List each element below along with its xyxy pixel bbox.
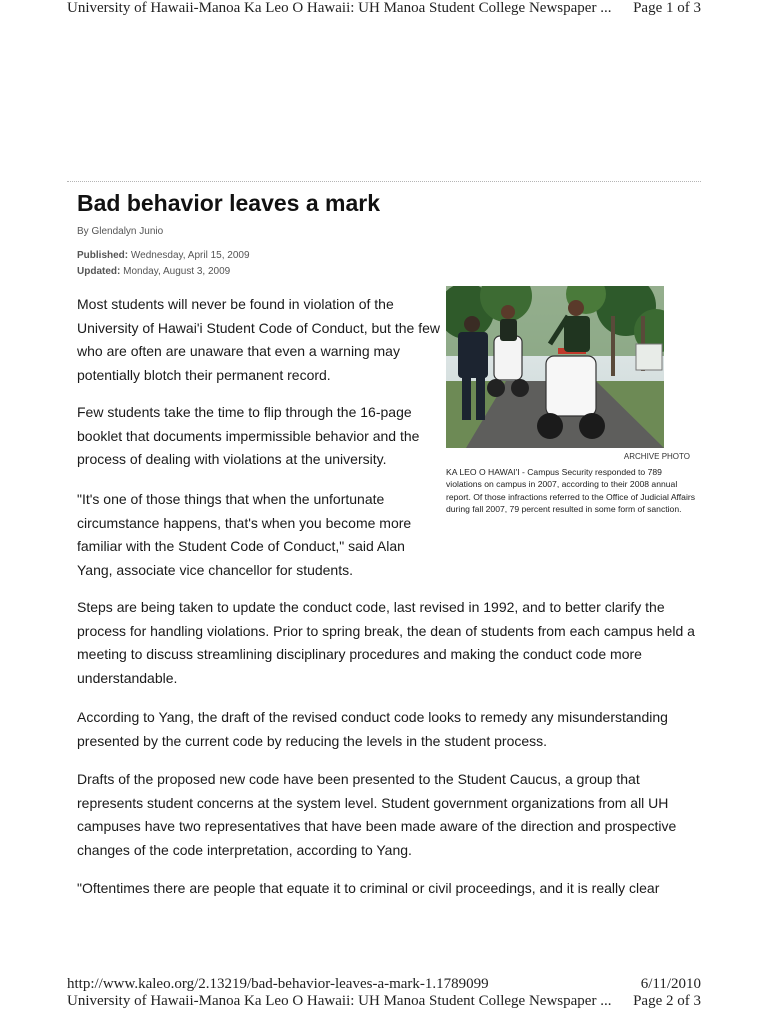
next-page-header-title: University of Hawaii-Manoa Ka Leo O Hawaii: UH Manoa Student College Newspaper ... [67, 993, 612, 1009]
published-date [77, 250, 250, 261]
article-byline: By Glendalyn Junio [77, 226, 164, 237]
updated-value: Monday, August 3, 2009 [120, 266, 231, 277]
published-label: Published: [77, 250, 129, 261]
print-footer-date: 6/11/2010 [640, 976, 701, 992]
next-page-number: Page 2 of 3 [633, 993, 701, 1009]
updated-label: Updated: [77, 266, 121, 277]
article-paragraph: Few students take the time to flip through the 16-page booklet that documents impermissible behavior and the process of dealing with violations at the university. [77, 404, 420, 468]
photo-caption: KA LEO O HAWAI'I - Campus Security responded to 789 violations on campus in 2007, according to their 2008 annual report. Of those infractions referred to the Office of Judicial Affairs during fall 2007, 79 percent resulted in some form of sanction. [446, 467, 696, 514]
article-photo [446, 286, 664, 448]
article-paragraph: "Oftentimes there are people that equate it to criminal or civil proceedings, and it is really clear [77, 880, 660, 896]
divider [67, 181, 701, 182]
print-header-page-number: Page 1 of 3 [633, 0, 701, 16]
article-paragraph: "It's one of those things that when the unfortunate circumstance happens, that's when you become more familiar with the Student Code of Conduct," said Alan Yang, associate vice chancellor for students. [77, 491, 412, 579]
campus-security-photo-illustration [446, 286, 664, 448]
article-paragraph: Drafts of the proposed new code have been presented to the Student Caucus, a group that represents student concerns at the system level. Student government organizations from all UH campuses have two representatives that have been made aware of the direction and prospective changes of the code interpretation, according to Yang. [77, 771, 677, 859]
article-paragraph: According to Yang, the draft of the revised conduct code looks to remedy any misunderstanding presented by the current code by reducing the levels in the student process. [77, 709, 668, 749]
published-value: Wednesday, April 15, 2009 [128, 250, 250, 261]
article-paragraph: Steps are being taken to update the conduct code, last revised in 1992, and to better clarify the process for handling violations. Prior to spring break, the dean of students from each campus held a meeting to discuss streamlining disciplinary procedures and making the conduct code more understandable. [77, 599, 695, 687]
updated-date [77, 266, 230, 277]
print-footer-url: http://www.kaleo.org/2.13219/bad-behavior-leaves-a-mark-1.1789099 [67, 976, 489, 992]
article-paragraph: Most students will never be found in violation of the University of Hawai'i Student Code of Conduct, but the few who are often are unaware that even a warning may potentially blotch their permanent record. [77, 296, 440, 384]
article-title: Bad behavior leaves a mark [77, 190, 380, 216]
print-header-title: University of Hawaii-Manoa Ka Leo O Hawaii: UH Manoa Student College Newspaper ... [67, 0, 612, 16]
photo-credit: ARCHIVE PHOTO [623, 452, 690, 461]
